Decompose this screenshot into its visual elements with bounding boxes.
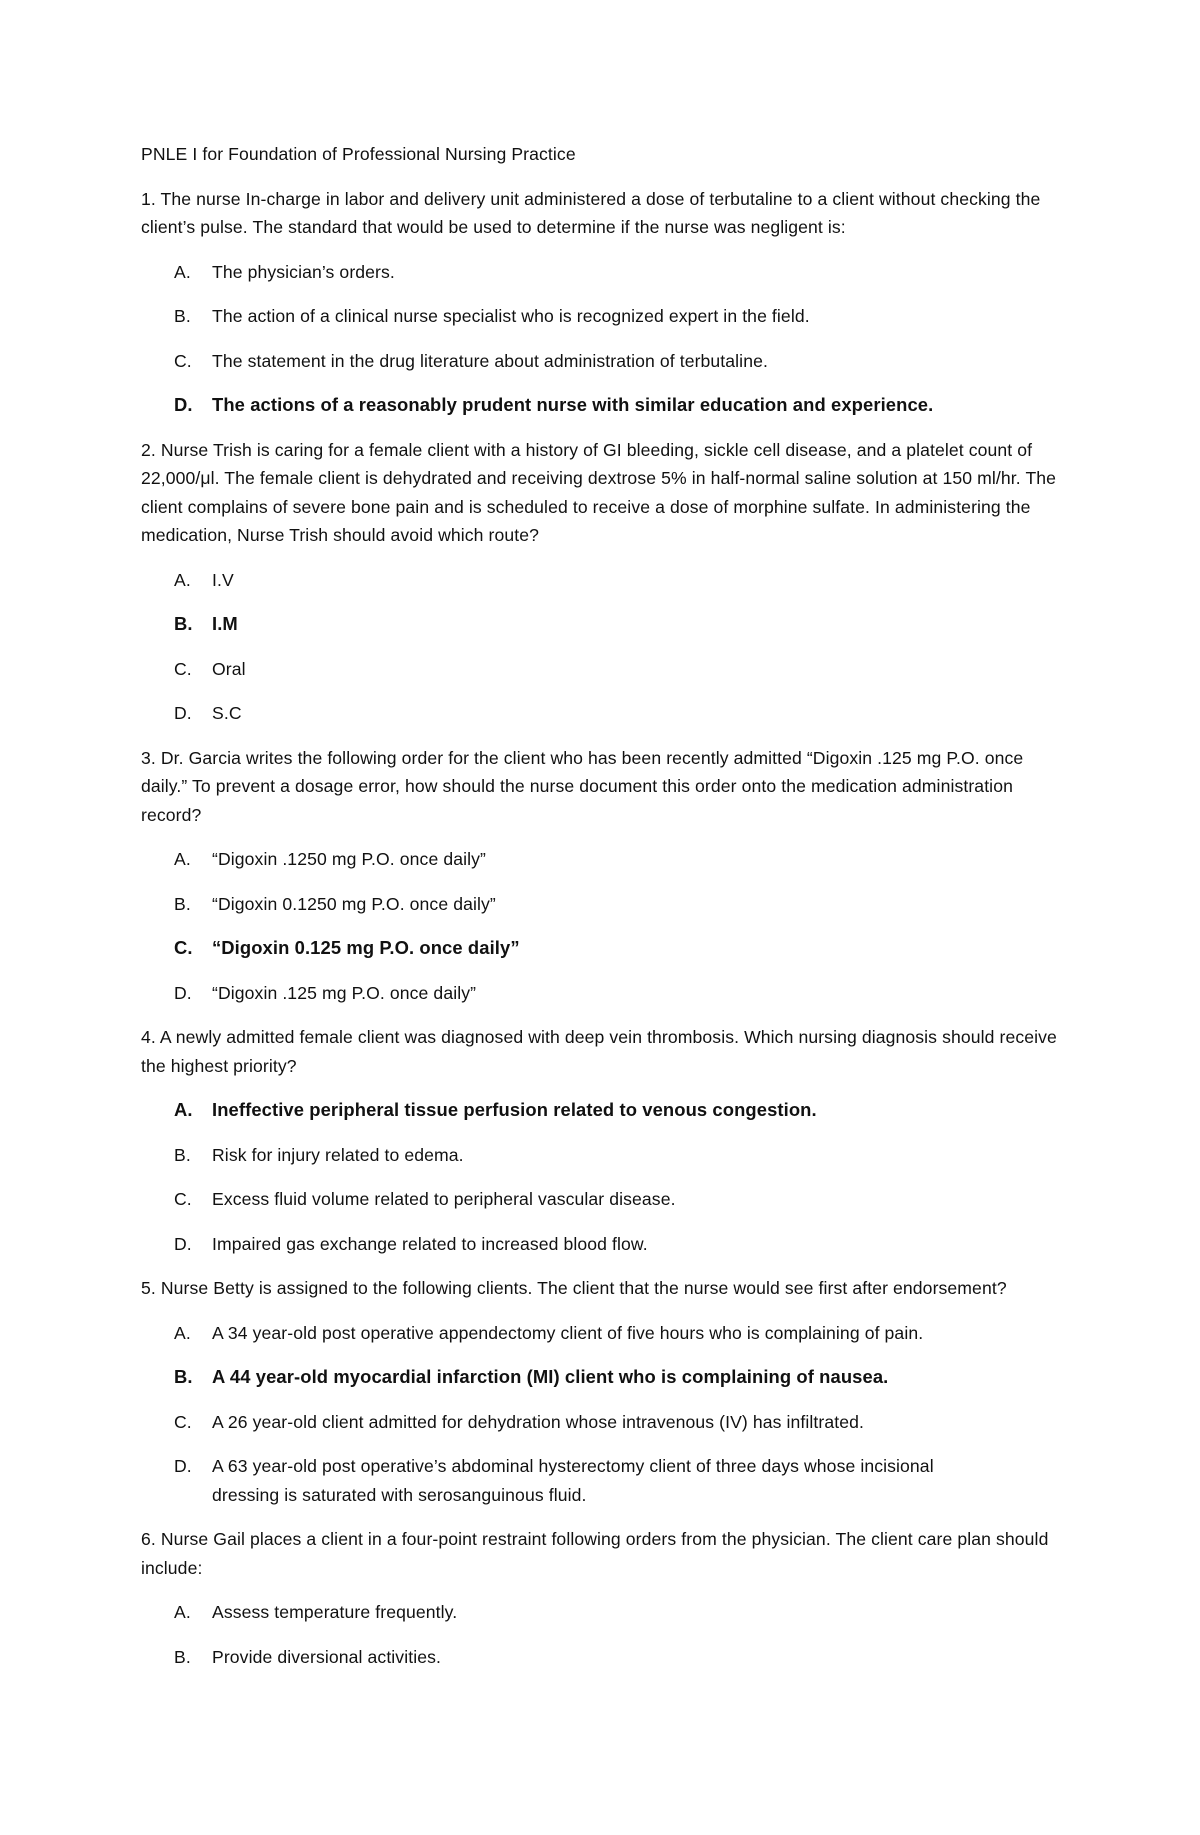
option-text: Provide diversional activities. <box>212 1646 441 1667</box>
option-letter: C. <box>174 937 193 958</box>
option-letter: C. <box>174 350 192 371</box>
option-text: Impaired gas exchange related to increased blood flow. <box>212 1233 648 1254</box>
option-letter: B. <box>174 1646 191 1667</box>
option-letter: D. <box>174 1456 192 1476</box>
option-letter: A. <box>174 1322 191 1343</box>
document-body <box>141 140 1061 1687</box>
question-6 <box>141 1525 1061 1671</box>
answer-option <box>141 845 1061 874</box>
question-text: 4. A newly admitted female client was diagnosed with deep vein thrombosis. Which nursing diagnosis should receive the highest priority? <box>141 1027 1057 1076</box>
option-letter: B. <box>174 893 191 914</box>
answer-option <box>141 1643 1061 1672</box>
option-text: I.M <box>212 613 238 634</box>
answer-option <box>141 1319 1061 1348</box>
answer-option-correct <box>141 610 1061 639</box>
option-text: A 26 year-old client admitted for dehydration whose intravenous (IV) has infiltrated. <box>212 1411 864 1432</box>
question-text: 5. Nurse Betty is assigned to the following clients. The client that the nurse would see first after endorsement? <box>141 1278 1007 1298</box>
option-letter: A. <box>174 849 191 869</box>
option-letter: A. <box>174 261 191 282</box>
answer-option <box>141 979 1061 1008</box>
question-text: 3. Dr. Garcia writes the following order for the client who has been recently admitted “Digoxin .125 mg P.O. once daily.” To prevent a dosage error, how should the nurse document this order onto the medication administration record? <box>141 747 1024 825</box>
option-text: Risk for injury related to edema. <box>212 1144 464 1165</box>
question-3 <box>141 744 1061 1008</box>
answer-option-correct <box>141 391 1061 420</box>
question-text: 1. The nurse In-charge in labor and delivery unit administered a dose of terbutaline to a client without checking the client’s pulse. The standard that would be used to determine if the nurse was negligent is: <box>141 188 1041 237</box>
option-text: Oral <box>212 658 246 679</box>
option-text: The statement in the drug literature about administration of terbutaline. <box>212 350 768 371</box>
option-letter: B. <box>174 1366 193 1387</box>
option-text: The action of a clinical nurse specialist who is recognized expert in the field. <box>212 306 810 326</box>
option-text: The physician’s orders. <box>212 261 395 282</box>
answer-option <box>141 302 1061 331</box>
option-list <box>141 1598 1061 1671</box>
question-list <box>141 185 1061 1672</box>
answer-option <box>141 566 1061 595</box>
answer-option <box>141 347 1061 376</box>
option-letter: B. <box>174 306 191 326</box>
answer-option <box>141 1141 1061 1170</box>
answer-option-correct <box>141 934 1061 963</box>
option-list <box>141 1319 1061 1510</box>
answer-option <box>141 1452 1061 1509</box>
answer-option <box>141 1408 1061 1437</box>
question-4 <box>141 1023 1061 1258</box>
option-text: The actions of a reasonably prudent nurse with similar education and experience. <box>212 394 934 415</box>
question-1 <box>141 185 1061 420</box>
question-5 <box>141 1274 1061 1509</box>
option-letter: C. <box>174 1189 192 1209</box>
answer-option-correct <box>141 1096 1061 1125</box>
option-letter: A. <box>174 569 191 590</box>
answer-option <box>141 1185 1061 1214</box>
option-list <box>141 566 1061 728</box>
option-letter: D. <box>174 394 193 415</box>
question-text: 2. Nurse Trish is caring for a female client with a history of GI bleeding, sickle cell disease, and a platelet count of 22,000/μl. The female client is dehydrated and receiving dextrose 5% in half-normal saline solution at 150 ml/hr. The client complains of severe bone pain and is scheduled to receive a dose of morphine sulfate. In administering the medication, Nurse Trish should avoid which route? <box>141 439 1057 545</box>
option-list <box>141 258 1061 420</box>
option-text: Ineffective peripheral tissue perfusion related to venous congestion. <box>212 1099 817 1120</box>
option-text: I.V <box>212 569 234 590</box>
option-text: A 63 year-old post operative’s abdominal hysterectomy client of three days whose incisional dressing is saturated with serosanguinous fluid. <box>212 1456 934 1505</box>
option-text: “Digoxin 0.1250 mg P.O. once daily” <box>212 893 496 914</box>
option-letter: D. <box>174 982 192 1003</box>
option-text: A 44 year-old myocardial infarction (MI) client who is complaining of nausea. <box>212 1366 889 1387</box>
option-text: S.C <box>212 703 242 723</box>
option-letter: A. <box>174 1602 191 1622</box>
option-text: Excess fluid volume related to peripheral vascular disease. <box>212 1189 676 1209</box>
option-text: Assess temperature frequently. <box>212 1602 458 1622</box>
question-text: 6. Nurse Gail places a client in a four-point restraint following orders from the physician. The client care plan should include: <box>141 1529 1049 1578</box>
option-text: “Digoxin .1250 mg P.O. once daily” <box>212 849 486 869</box>
option-text: “Digoxin .125 mg P.O. once daily” <box>212 982 477 1003</box>
option-letter: C. <box>174 1411 192 1432</box>
answer-option <box>141 1598 1061 1627</box>
option-letter: A. <box>174 1099 193 1120</box>
option-letter: B. <box>174 1144 191 1165</box>
document-title: PNLE I for Foundation of Professional Nursing Practice <box>141 144 576 164</box>
option-letter: D. <box>174 1233 192 1254</box>
option-list <box>141 1096 1061 1258</box>
option-letter: C. <box>174 658 192 679</box>
answer-option <box>141 699 1061 728</box>
answer-option <box>141 258 1061 287</box>
answer-option <box>141 890 1061 919</box>
option-letter: D. <box>174 703 192 723</box>
answer-option <box>141 655 1061 684</box>
option-letter: B. <box>174 613 193 634</box>
answer-option-correct <box>141 1363 1061 1392</box>
option-text: A 34 year-old post operative appendectomy client of five hours who is complaining of pain. <box>212 1322 924 1343</box>
option-list <box>141 845 1061 1007</box>
answer-option <box>141 1230 1061 1259</box>
option-text: “Digoxin 0.125 mg P.O. once daily” <box>212 937 520 958</box>
question-2 <box>141 436 1061 728</box>
